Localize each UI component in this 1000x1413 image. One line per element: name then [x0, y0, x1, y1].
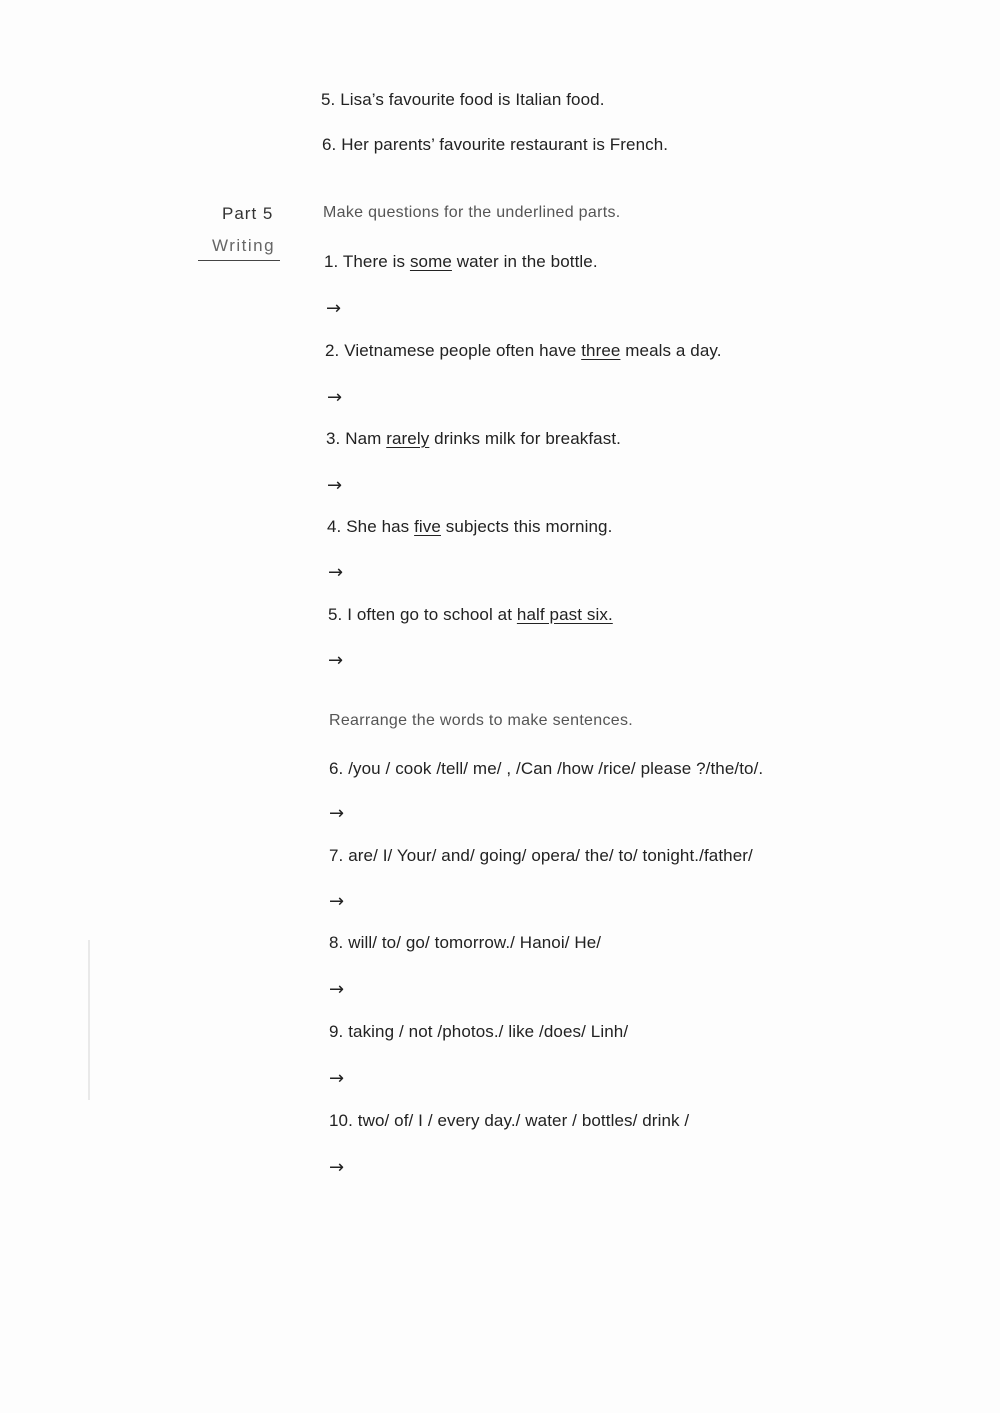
- answer-arrow: →: [329, 891, 345, 912]
- question-text-after: water in the bottle.: [451, 252, 598, 271]
- answer-arrow: →: [328, 650, 344, 671]
- part-underline: [198, 260, 280, 261]
- answer-arrow: →: [327, 387, 343, 408]
- question-text-before: 5. I often go to school at: [328, 605, 517, 624]
- rearrange-instruction: Rearrange the words to make sentences.: [329, 712, 634, 729]
- rearrange-item-9: 9. taking / not /photos./ like /does/ Linh/: [329, 1022, 629, 1041]
- part-subtitle: Writing: [212, 236, 276, 255]
- question-text-before: 2. Vietnamese people often have: [325, 341, 582, 360]
- rearrange-item-8: 8. will/ to/ go/ tomorrow./ Hanoi/ He/: [329, 933, 602, 952]
- rearrange-item-6: 6. /you / cook /tell/ me/ , /Can /how /rice/ please ?/the/to/.: [329, 759, 764, 778]
- question-text-before: 3. Nam: [326, 429, 387, 448]
- answer-arrow: →: [329, 979, 345, 1000]
- scan-artifact: [88, 940, 90, 1100]
- question-text-after: meals a day.: [620, 341, 722, 360]
- answer-arrow: →: [327, 475, 343, 496]
- answer-arrow: →: [328, 562, 344, 583]
- underlined-part: half past six.: [516, 605, 613, 624]
- answer-arrow: →: [329, 1157, 345, 1178]
- question-item-5: [328, 605, 613, 625]
- underlined-part: some: [409, 252, 452, 271]
- questions-instruction: Make questions for the underlined parts.: [323, 204, 621, 221]
- question-item-1: [324, 252, 598, 272]
- rearrange-item-10: 10. two/ of/ I / every day./ water / bottles/ drink /: [329, 1111, 690, 1130]
- question-text-before: 1. There is: [324, 252, 410, 271]
- part-label: Part 5: [222, 204, 274, 223]
- underlined-part: five: [414, 517, 441, 536]
- question-item-3: [326, 429, 621, 449]
- rearrange-item-7: 7. are/ I/ Your/ and/ going/ opera/ the/ to/ tonight./father/: [329, 846, 753, 865]
- answer-arrow: →: [329, 1068, 345, 1089]
- answer-arrow: →: [329, 803, 345, 824]
- underlined-part: three: [581, 341, 621, 360]
- question-item-4: [327, 517, 612, 537]
- top-item-5: 5. Lisa’s favourite food is Italian food.: [321, 90, 605, 109]
- top-item-6: 6. Her parents’ favourite restaurant is French.: [322, 135, 669, 154]
- question-text-after: drinks milk for breakfast.: [429, 429, 621, 448]
- answer-arrow: →: [326, 298, 342, 319]
- question-text-before: 4. She has: [327, 517, 415, 536]
- question-text-after: subjects this morning.: [440, 517, 613, 536]
- question-item-2: [325, 341, 722, 361]
- underlined-part: rarely: [386, 429, 430, 448]
